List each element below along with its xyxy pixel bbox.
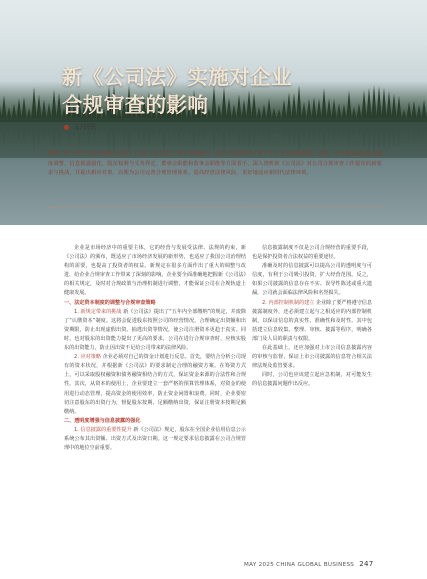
section-heading: 二、透明度增强与信息披露的强化: [64, 417, 141, 424]
paragraph-text: 企业必须对自己的资金计划进行反思。首先，要结合分析公司现有的资本状况，并根据新《公司法》的要求制定合理的融资方案。在筹资方式上，可以采取股权融资和债务融资相结合的方式，保证资金来源的合法性和合规性。其次，从资本的使用上，企业要建立一套严格的预算管理体系，对资金的使用进行动态管理，提高资金的使用效率，防止资金闲置和浪费。同时，企业要密切注意股东的出资行为，督促股东按期、足额缴纳出资，保证注册资本按期足额缴纳。: [64, 354, 246, 415]
paragraph: 同时，公司也应该建立起应急机制，对可能发生的信息披露问题作出反应。: [252, 372, 372, 388]
paragraph: [252, 299, 372, 344]
author-byline: [64, 122, 96, 132]
paragraph: 准确及时的信息披露可以提高公司的透明度与可信度，有利于公司吸引投资，扩大经营范围。反之，如果公司披露的信息存在不实、误导性陈述或重大遗漏，公司就会面临法律风险和名誉损失。: [252, 263, 372, 297]
title-line-1: 新《公司法》实施对企业: [62, 65, 292, 89]
abstract: 摘要：新《中华人民共和国公司法》（下称《公司法》）将于近期施行，对公司合规审查工作产生了多方面的影响。因此，本文探从法定资本制度调整、信息披露强化、股东权利与义务界定、董事会职能和监事会职能等方面着手，深入剖析新《公司法》对公司合规审查工作提出的新要求与挑战，并提出相应对策，以期为公司完善合规管理体系、提高经营法律风险、更好地适应新时代法律环境。: [48, 151, 383, 177]
title-line-2: 合规审查的影响: [62, 93, 209, 117]
article-title: [62, 63, 292, 119]
paragraph: 信息披露制度不仅是公司合规经营的重要手段，也是保护投资者合法权益的重要途径。: [252, 245, 372, 261]
divider: [48, 207, 384, 208]
paragraph: [64, 308, 246, 353]
column-right: [252, 244, 372, 390]
paragraph-text: 企业除了要严格遵守信息披露制度外，还必须建立起与之相适应的内部控制机制，以保证信息的真实性、准确性和及时性。其中包括建立信息收集、整理、审核、披露等程序，明确各部门及人员的职责与权限。: [252, 299, 372, 342]
paragraph: 企业是市场经济中的重要主体，它的经营与发展受法律、法规的约束，新《公司法》的颁布，既适应了市场经济发展的新形势，也适应了我国公司治理结构的需要，也提高了投资者的权益。新规定在很多方面作出了重大的调整与改进，给企业合规审查工作带来了深刻的影响。企业要全面准确地把握新《公司法》的相关规定，及时对合规政策与治理机制进行调整，才能保证公司在合规轨道上健康发展。: [64, 245, 246, 297]
paragraph: [64, 353, 246, 417]
subheading: 1. 信息披露的重要性提升: [74, 426, 132, 433]
subheading: 1. 新规定带来的挑战: [74, 308, 122, 315]
page-footer: [244, 560, 374, 568]
subheading: 2. 内部控制机制的建立: [262, 299, 315, 306]
subheading: 2. 应对策略: [74, 354, 101, 361]
column-left: [64, 244, 246, 453]
paragraph-text: 新《公司法》提出了“五年内全部缴纳”的规定，并废除了“认缴资本”制度。这将会促进股东按照公司的经营情况，合理确定出资额和出资期限，防止出现虚假出资、抽逃出资等情况，使公司注册资本更趋于真实。同时，也对股东的出资能力提出了更高的要求，公司在进行合规审查时，应核实股东的出资能力，防止因出资不足给公司带来的法律风险。: [64, 308, 246, 352]
paragraph: [64, 426, 246, 453]
header-photo: [0, 0, 427, 225]
bullet-icon: [64, 125, 69, 130]
author-name: 文/刘思: [73, 123, 97, 131]
paragraph-text: 新《公司法》规定，股东在全国企业信用信息公示系统公布其出资额、出资方式及出资日期。这一规定要求信息披露在公司合规管理中的地位空前重要。: [64, 426, 246, 452]
section-heading: 一、法定资本制度的调整与合规审查策略: [64, 299, 156, 306]
page-number: 247: [359, 560, 374, 568]
paragraph: 在此基础上，还应加强对上市公司信息披露内容的审核与监督，保证上市公司披露的信息符合相关法律法规及监管要求。: [252, 345, 372, 370]
magazine-issue: MAY 2025 CHINA GLOBAL BUSINESS: [244, 562, 355, 568]
